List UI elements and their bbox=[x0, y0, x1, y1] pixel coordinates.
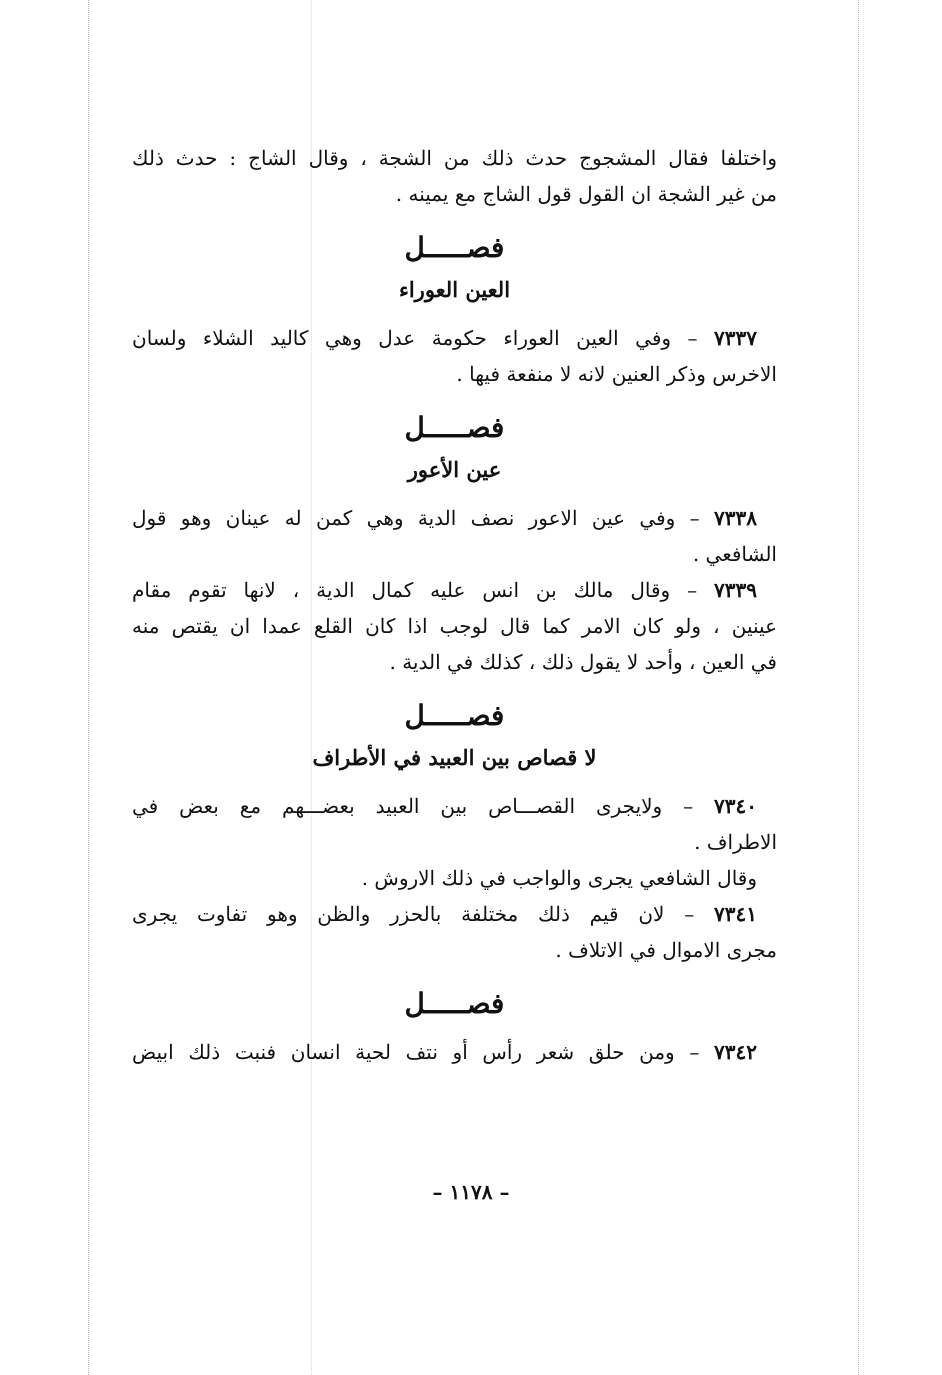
clause-7338 bbox=[132, 500, 777, 572]
text-line: الاخرس وذكر العنين لانه لا منفعة فيها . bbox=[456, 362, 777, 386]
clause-number: ٧٣٤١ bbox=[714, 902, 757, 926]
clause-shafii-opinion bbox=[132, 860, 777, 896]
text-line bbox=[132, 788, 777, 824]
clause-number: ٧٣٤٢ bbox=[714, 1040, 758, 1064]
clause-text: – وفي العين العوراء حكومة عدل وهي كاليد الشلاء ولسان bbox=[132, 326, 698, 350]
text-line: الشافعي . bbox=[692, 542, 777, 566]
clause-7340 bbox=[132, 788, 777, 860]
text-line: الاطراف . bbox=[694, 830, 777, 854]
opening-paragraph bbox=[132, 140, 777, 212]
section-eye-of-one-eyed bbox=[132, 408, 777, 680]
clause-number: ٧٣٣٩ bbox=[714, 578, 757, 602]
text-line bbox=[132, 320, 777, 356]
text-line: مجرى الاموال في الاتلاف . bbox=[555, 938, 777, 962]
section-heading: فصـــــل bbox=[404, 699, 505, 732]
clause-text: – وقال مالك بن انس عليه كمال الدية ، لانها تقوم مقام bbox=[132, 578, 698, 602]
text-line: من غير الشجة ان القول قول الشاج مع يمينه . bbox=[395, 182, 777, 206]
clause-text: – ولايجرى القصـــاص بين العبيد بعضـــهم مع بعض في bbox=[132, 794, 694, 818]
text-line: وقال الشافعي يجرى والواجب في ذلك الاروش . bbox=[361, 866, 757, 890]
section-hair bbox=[132, 984, 777, 1070]
clause-7339 bbox=[132, 572, 777, 680]
section-heading: فصـــــل bbox=[404, 411, 505, 444]
section-one-eyed-eye bbox=[132, 228, 777, 392]
clause-7341 bbox=[132, 896, 777, 968]
margin-guide-left bbox=[88, 0, 89, 1375]
clause-number: ٧٣٣٧ bbox=[714, 326, 758, 350]
clause-text: – وفي عين الاعور نصف الدية وهي كمن له عينان وهو قول bbox=[132, 506, 700, 530]
clause-text: – لان قيم ذلك مختلفة بالحزر والظن وهو تفاوت يجرى bbox=[132, 902, 695, 926]
text-line bbox=[132, 896, 777, 932]
section-heading: فصـــــل bbox=[404, 987, 505, 1020]
text-line bbox=[132, 500, 777, 536]
text-line bbox=[132, 1034, 777, 1070]
page-number: – ١١٧٨ – bbox=[432, 1180, 510, 1204]
clause-text: – ومن حلق شعر رأس أو نتف لحية انسان فنبت ذلك ابيض bbox=[132, 1040, 700, 1064]
clause-7337 bbox=[132, 320, 777, 392]
clause-number: ٧٣٤٠ bbox=[714, 794, 758, 818]
page-body bbox=[132, 140, 777, 1070]
text-line: عينين ، ولو كان الامر كما قال لوجب اذا كان القلع عمدا ان يقتص منه bbox=[132, 614, 778, 638]
section-slaves-retaliation bbox=[132, 696, 777, 968]
text-line: واختلفا فقال المشجوج حدث ذلك من الشجة ، وقال الشاج : حدث ذلك bbox=[132, 146, 777, 170]
clause-number: ٧٣٣٨ bbox=[714, 506, 757, 530]
text-line bbox=[132, 572, 777, 608]
section-subheading: عين الأعور bbox=[407, 457, 502, 482]
clause-7342 bbox=[132, 1034, 777, 1070]
section-subheading: العين العوراء bbox=[398, 277, 511, 302]
section-heading: فصـــــل bbox=[404, 231, 505, 264]
section-subheading: لا قصاص بين العبيد في الأطراف bbox=[312, 745, 597, 770]
text-line: في العين ، وأحد لا يقول ذلك ، كذلك في الدية . bbox=[389, 650, 777, 674]
margin-guide-right bbox=[858, 0, 859, 1375]
